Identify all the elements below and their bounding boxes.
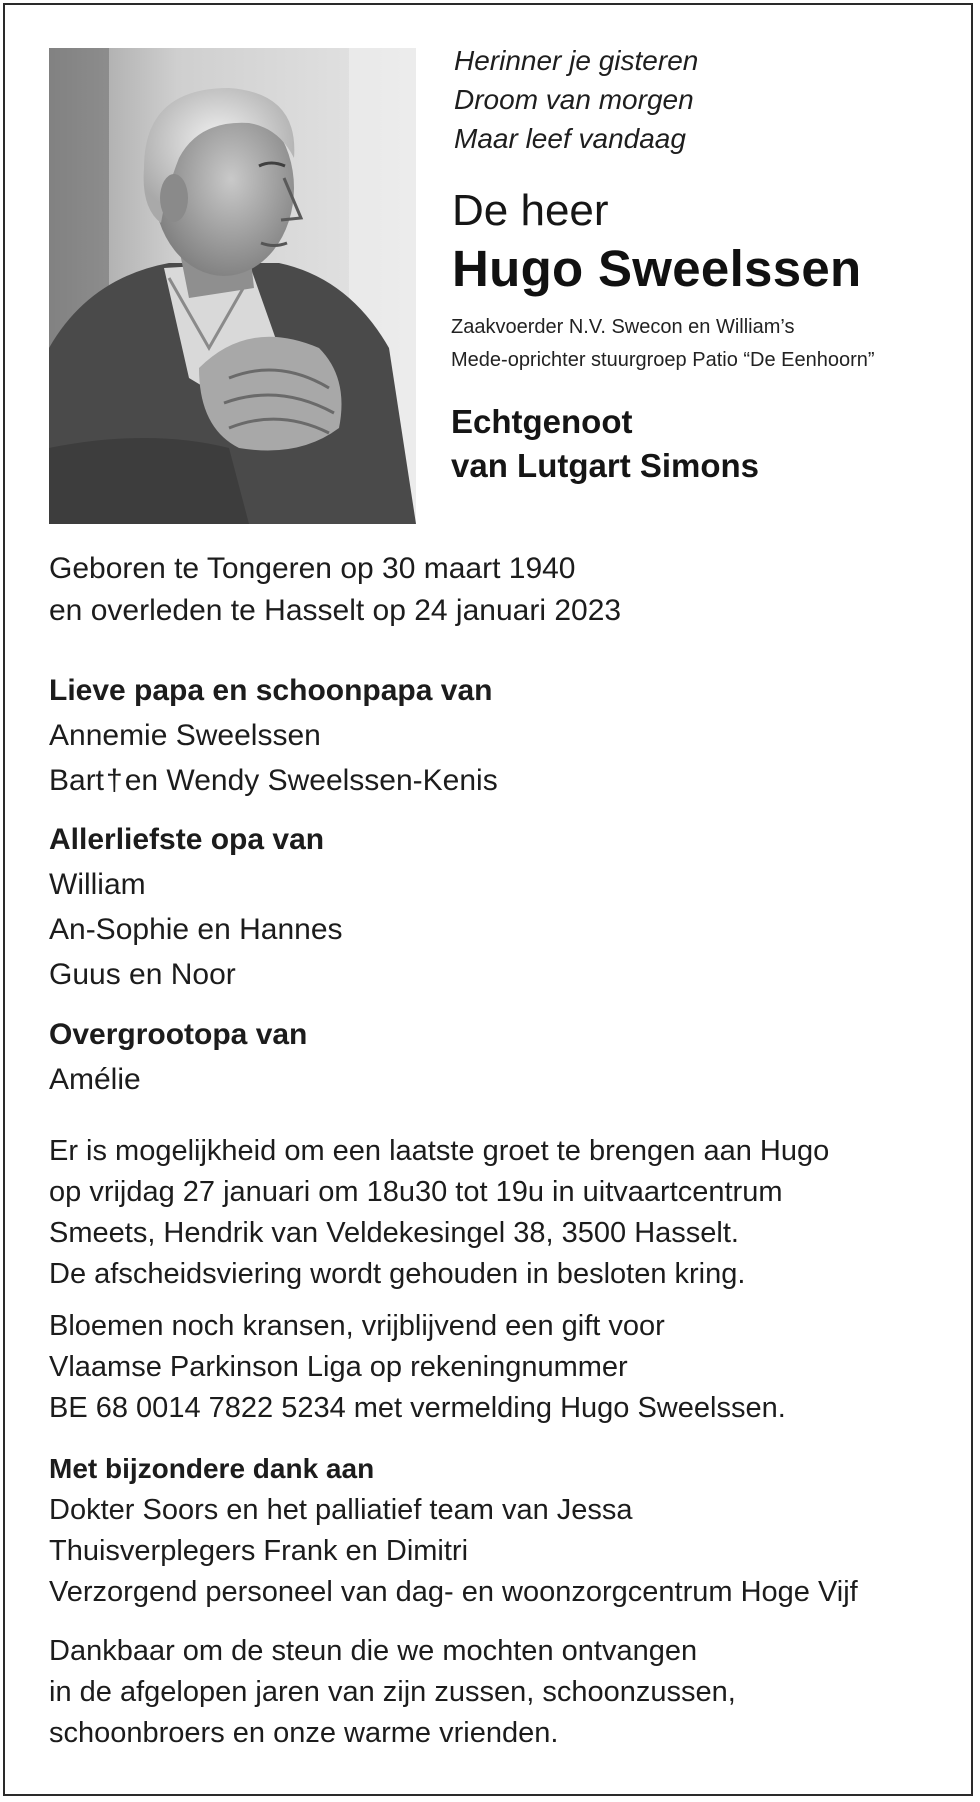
flowers-line: Bloemen noch kransen, vrijblijvend een gift voor <box>49 1310 665 1342</box>
poem-line: Droom van morgen <box>454 84 694 115</box>
honorific-title: De heer <box>452 186 609 235</box>
roles <box>451 311 875 377</box>
flowers-line: BE 68 0014 7822 5234 met vermelding Hugo Sweelssen. <box>49 1392 786 1424</box>
spouse-info <box>451 400 759 488</box>
birth-line: Geboren te Tongeren op 30 maart 1940 <box>49 552 576 585</box>
thanks-line: Verzorgend personeel van dag- en woonzorgcentrum Hoge Vijf <box>49 1576 858 1608</box>
farewell-line: Er is mogelijkheid om een laatste groet te brengen aan Hugo <box>49 1135 830 1167</box>
gratitude-line: in de afgelopen jaren van zijn zussen, schoonzussen, <box>49 1676 736 1708</box>
farewell-paragraph <box>49 1131 829 1295</box>
gratitude-line: schoonbroers en onze warme vrienden. <box>49 1717 559 1749</box>
poem-line: Herinner je gisteren <box>454 45 699 76</box>
greatgrandchild-line: Amélie <box>49 1063 141 1096</box>
gratitude-paragraph <box>49 1631 736 1754</box>
flowers-line: Vlaamse Parkinson Liga op rekeningnummer <box>49 1351 628 1383</box>
cross-icon: † <box>106 764 123 797</box>
poem-line: Maar leef vandaag <box>454 123 686 154</box>
child-line: Annemie Sweelssen <box>49 719 321 752</box>
children-heading: Lieve papa en schoonpapa van <box>49 674 493 707</box>
role-line: Zaakvoerder N.V. Swecon en William’s <box>451 316 795 338</box>
thanks-line: Dokter Soors en het palliatief team van Jessa <box>49 1494 633 1526</box>
flowers-paragraph <box>49 1306 786 1429</box>
thanks-section <box>49 1447 858 1613</box>
death-line: en overleden te Hasselt op 24 januari 2023 <box>49 594 622 627</box>
farewell-line: De afscheidsviering wordt gehouden in besloten kring. <box>49 1258 746 1290</box>
grandchild-line: William <box>49 868 146 901</box>
children-section <box>49 668 498 803</box>
farewell-line: Smeets, Hendrik van Veldekesingel 38, 3500 Hasselt. <box>49 1217 739 1249</box>
child-name: Bart <box>49 764 105 797</box>
portrait-photo <box>49 48 416 524</box>
child-line <box>49 758 498 803</box>
role-line: Mede-oprichter stuurgroep Patio “De Eenhoorn” <box>451 349 875 371</box>
child-name: en Wendy Sweelssen-Kenis <box>124 764 498 797</box>
gratitude-line: Dankbaar om de steun die we mochten ontvangen <box>49 1635 698 1667</box>
thanks-line: Thuisverplegers Frank en Dimitri <box>49 1535 469 1567</box>
grandchildren-heading: Allerliefste opa van <box>49 823 325 856</box>
spouse-line: van Lutgart Simons <box>451 447 760 484</box>
farewell-line: op vrijdag 27 januari om 18u30 tot 19u in uitvaartcentrum <box>49 1176 783 1208</box>
birth-death-info <box>49 548 621 632</box>
spouse-line: Echtgenoot <box>451 403 633 440</box>
greatgrandchildren-heading: Overgrootopa van <box>49 1018 308 1051</box>
grandchild-line: Guus en Noor <box>49 958 236 991</box>
poem <box>454 41 698 158</box>
thanks-heading: Met bijzondere dank aan <box>49 1453 375 1484</box>
greatgrandchildren-section <box>49 1012 307 1102</box>
grandchildren-section <box>49 817 343 997</box>
deceased-name: Hugo Sweelssen <box>452 240 862 297</box>
grandchild-line: An-Sophie en Hannes <box>49 913 343 946</box>
